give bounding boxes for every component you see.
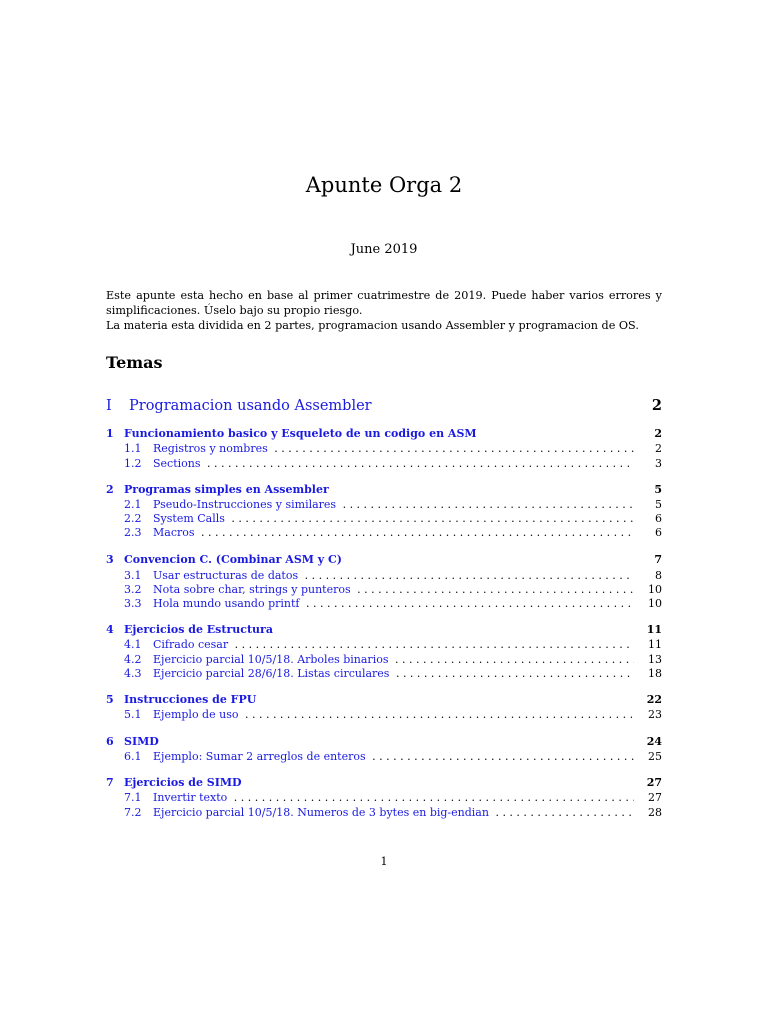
toc-section-page: 2 [654, 427, 662, 440]
toc-subsection-title[interactable]: Sections [153, 457, 204, 470]
toc-subsection-title[interactable]: Registros y nombres [153, 442, 271, 455]
toc-section-1[interactable] [106, 426, 662, 441]
toc-section-6[interactable] [106, 734, 662, 749]
toc-subsection-4-3[interactable] [106, 666, 662, 681]
toc-subsection-leader [153, 666, 634, 681]
toc-part-page: 2 [651, 397, 662, 414]
toc-subsection-number[interactable]: 3.1 [124, 569, 142, 582]
toc-subsection-number[interactable]: 4.1 [124, 638, 142, 651]
toc-subsection-page: 27 [648, 791, 662, 804]
toc-subsection-leader [153, 652, 634, 667]
toc-subsection-page: 6 [655, 526, 662, 539]
toc-subsection-leader [153, 525, 634, 540]
toc-subsection-1-2[interactable] [106, 456, 662, 471]
toc-subsection-3-2[interactable] [106, 582, 662, 597]
toc-subsection-6-1[interactable] [106, 749, 662, 764]
toc-subsection-page: 13 [648, 653, 662, 666]
toc-section-number[interactable]: 4 [106, 623, 114, 636]
toc-section-title[interactable]: Ejercicios de Estructura [124, 623, 273, 636]
toc-subsection-number[interactable]: 2.3 [124, 526, 142, 539]
toc-subsection-3-1[interactable] [106, 568, 662, 583]
toc-subsection-page: 11 [648, 638, 662, 651]
toc-subsection-title[interactable]: Nota sobre char, strings y punteros [153, 583, 354, 596]
toc-subsection-number[interactable]: 3.3 [124, 597, 142, 610]
toc-subsection-number[interactable]: 7.1 [124, 791, 142, 804]
toc-subsection-leader [153, 637, 634, 652]
toc-subsection-leader [153, 568, 634, 583]
toc-section-page: 27 [646, 776, 662, 789]
toc-subsection-page: 23 [648, 708, 662, 721]
toc-subsection-leader [153, 511, 634, 526]
toc-section-number[interactable]: 7 [106, 776, 114, 789]
toc-section-number[interactable]: 2 [106, 483, 114, 496]
abstract-paragraph-1: Este apunte esta hecho en base al primer cuatrimestre de 2019. Puede haber varios errores y simplificaciones. Úselo bajo su propio riesgo. [106, 289, 662, 317]
toc-subsection-title[interactable]: Pseudo-Instrucciones y similares [153, 498, 339, 511]
toc-subsection-title[interactable]: Macros [153, 526, 198, 539]
toc-part-title[interactable]: Programacion usando Assembler [129, 398, 372, 414]
toc-subsection-page: 10 [648, 583, 662, 596]
toc-section-title[interactable]: Ejercicios de SIMD [124, 776, 242, 789]
toc-subsection-page: 28 [648, 806, 662, 819]
toc-subsection-7-1[interactable] [106, 790, 662, 805]
toc-subsection-leader [153, 805, 634, 820]
toc-subsection-number[interactable]: 6.1 [124, 750, 142, 763]
toc-subsection-number[interactable]: 2.2 [124, 512, 142, 525]
toc-section-page: 11 [646, 623, 662, 636]
toc-section-number[interactable]: 3 [106, 553, 114, 566]
toc-section-page: 22 [646, 693, 662, 706]
toc-subsection-title[interactable]: Ejemplo: Sumar 2 arreglos de enteros [153, 750, 369, 763]
toc-subsection-page: 8 [655, 569, 662, 582]
toc-section-page: 7 [654, 553, 662, 566]
toc-subsection-number[interactable]: 5.1 [124, 708, 142, 721]
toc-subsection-page: 2 [655, 442, 662, 455]
toc-subsection-leader [153, 707, 634, 722]
toc-part-i[interactable] [106, 396, 662, 416]
toc-section-number[interactable]: 5 [106, 693, 114, 706]
document-date: June 2019 [350, 242, 418, 257]
toc-subsection-leader [153, 790, 634, 805]
toc-section-4[interactable] [106, 622, 662, 637]
toc-subsection-page: 3 [655, 457, 662, 470]
toc-subsection-page: 6 [655, 512, 662, 525]
toc-subsection-leader [153, 582, 634, 597]
abstract-paragraph-2: La materia esta dividida en 2 partes, programacion usando Assembler y programacion de OS. [106, 319, 639, 332]
toc-section-5[interactable] [106, 692, 662, 707]
toc-subsection-leader [153, 441, 634, 456]
toc-section-page: 24 [646, 735, 662, 748]
toc-section-title[interactable]: SIMD [124, 735, 159, 748]
toc-section-page: 5 [654, 483, 662, 496]
toc-subsection-3-3[interactable] [106, 596, 662, 611]
toc-subsection-title[interactable]: Ejercicio parcial 10/5/18. Arboles binarios [153, 653, 391, 666]
toc-subsection-title[interactable]: Ejercicio parcial 28/6/18. Listas circulares [153, 667, 392, 680]
toc-section-title[interactable]: Instrucciones de FPU [124, 693, 257, 706]
toc-subsection-title[interactable]: Usar estructuras de datos [153, 569, 301, 582]
toc-subsection-7-2[interactable] [106, 805, 662, 820]
toc-subsection-number[interactable]: 2.1 [124, 498, 142, 511]
toc-subsection-number[interactable]: 3.2 [124, 583, 142, 596]
toc-subsection-page: 10 [648, 597, 662, 610]
toc-section-title[interactable]: Programas simples en Assembler [124, 483, 329, 496]
toc-subsection-number[interactable]: 1.2 [124, 457, 142, 470]
document-title: Apunte Orga 2 [305, 173, 463, 197]
toc-subsection-title[interactable]: Cifrado cesar [153, 638, 231, 651]
toc-subsection-page: 5 [655, 498, 662, 511]
toc-subsection-2-1[interactable] [106, 497, 662, 512]
toc-subsection-1-1[interactable] [106, 441, 662, 456]
toc-subsection-4-1[interactable] [106, 637, 662, 652]
toc-subsection-leader [153, 456, 634, 471]
toc-subsection-2-2[interactable] [106, 511, 662, 526]
toc-subsection-title[interactable]: Hola mundo usando printf [153, 597, 302, 610]
toc-section-title[interactable]: Convencion C. (Combinar ASM y C) [124, 553, 342, 566]
toc-subsection-number[interactable]: 4.3 [124, 667, 142, 680]
toc-section-number[interactable]: 1 [106, 427, 114, 440]
toc-subsection-5-1[interactable] [106, 707, 662, 722]
toc-subsection-number[interactable]: 7.2 [124, 806, 142, 819]
toc-subsection-page: 25 [648, 750, 662, 763]
toc-section-number[interactable]: 6 [106, 735, 114, 748]
toc-subsection-number[interactable]: 1.1 [124, 442, 142, 455]
toc-subsection-leader [153, 497, 634, 512]
toc-section-7[interactable] [106, 775, 662, 790]
toc-section-3[interactable] [106, 552, 662, 567]
toc-heading: Temas [106, 353, 163, 372]
toc-subsection-2-3[interactable] [106, 525, 662, 540]
toc-subsection-leader [153, 749, 634, 764]
toc-subsection-title[interactable]: Ejemplo de uso [153, 708, 241, 721]
abstract [106, 288, 662, 333]
page-number: 1 [380, 855, 388, 868]
toc-subsection-leader [153, 596, 634, 611]
toc-subsection-page: 18 [648, 667, 662, 680]
toc-section-title[interactable]: Funcionamiento basico y Esqueleto de un codigo en ASM [124, 427, 477, 440]
toc-subsection-title[interactable]: Ejercicio parcial 10/5/18. Numeros de 3 bytes en big-endian [153, 806, 492, 819]
toc-subsection-title[interactable]: Invertir texto [153, 791, 230, 804]
toc-subsection-title[interactable]: System Calls [153, 512, 228, 525]
toc-subsection-number[interactable]: 4.2 [124, 653, 142, 666]
toc-section-2[interactable] [106, 482, 662, 497]
toc-part-number[interactable]: I [106, 398, 112, 414]
toc-subsection-4-2[interactable] [106, 652, 662, 667]
